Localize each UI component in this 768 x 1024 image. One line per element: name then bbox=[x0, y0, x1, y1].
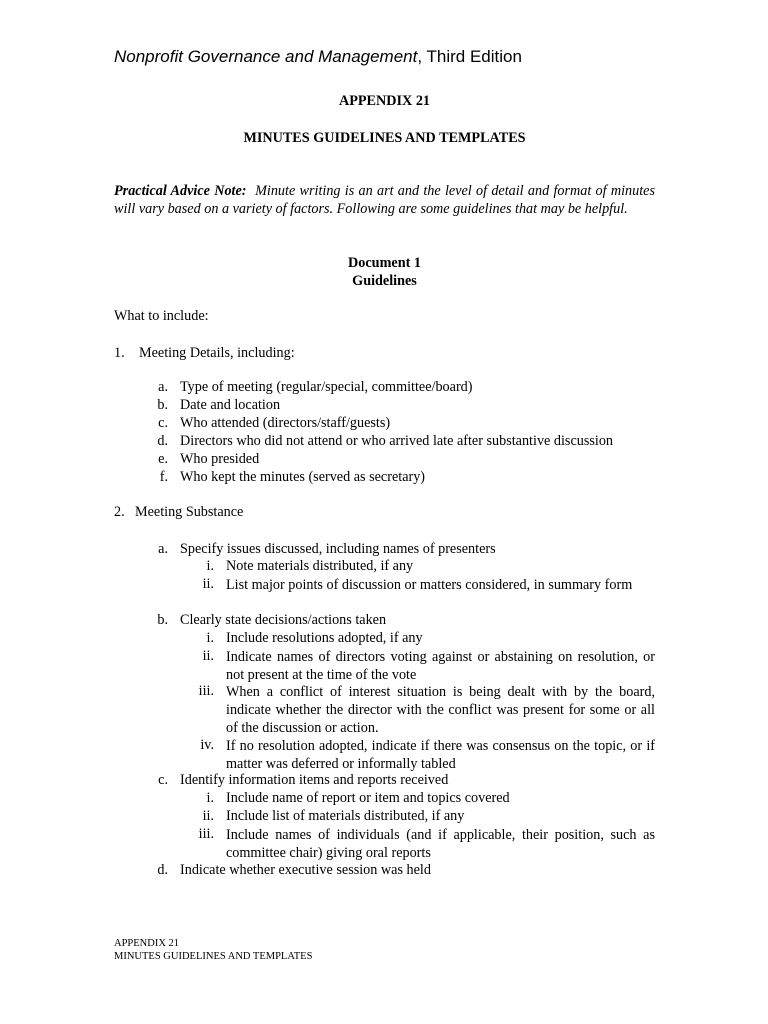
running-header bbox=[114, 47, 522, 67]
list-item: Who presided bbox=[180, 451, 260, 467]
footer-title: MINUTES GUIDELINES AND TEMPLATES bbox=[114, 951, 313, 962]
note-label: Practical Advice Note: bbox=[114, 183, 247, 199]
edition-label: , Third Edition bbox=[417, 47, 522, 66]
list-marker: f. bbox=[159, 469, 168, 485]
sub-marker: iii. bbox=[198, 826, 214, 842]
section-2-marker: 2. bbox=[114, 504, 125, 520]
list-marker: c. bbox=[158, 415, 168, 431]
sub-item: If no resolution adopted, indicate if there was consensus on the topic, or if matter was deferred or informally tabled bbox=[226, 738, 655, 772]
sub-item: Include list of materials distributed, if any bbox=[226, 808, 465, 824]
list-marker: b. bbox=[157, 612, 168, 628]
list-marker: b. bbox=[157, 397, 168, 413]
list-item: Who kept the minutes (served as secretary) bbox=[180, 469, 426, 485]
list-marker: c. bbox=[158, 772, 168, 788]
page-title: MINUTES GUIDELINES AND TEMPLATES bbox=[243, 130, 526, 146]
sub-marker: iii. bbox=[198, 683, 214, 699]
list-item: Identify information items and reports received bbox=[180, 772, 449, 788]
sub-marker: ii. bbox=[202, 576, 214, 592]
list-item: Specify issues discussed, including names of presenters bbox=[180, 541, 496, 557]
running-footer bbox=[114, 937, 312, 963]
list-marker: e. bbox=[158, 451, 168, 467]
section-1-marker: 1. bbox=[114, 345, 125, 361]
list-item: Type of meeting (regular/special, committee/board) bbox=[180, 379, 473, 395]
list-marker: a. bbox=[158, 541, 168, 557]
appendix-number: APPENDIX 21 bbox=[338, 93, 431, 109]
list-marker: d. bbox=[157, 862, 168, 878]
document-subtitle: Guidelines bbox=[352, 273, 417, 289]
list-item: Date and location bbox=[180, 397, 281, 413]
section-1-title: Meeting Details, including: bbox=[139, 345, 295, 361]
footer-appendix: APPENDIX 21 bbox=[114, 938, 180, 949]
sub-marker: i. bbox=[206, 790, 214, 806]
book-title: Nonprofit Governance and Management bbox=[114, 47, 418, 66]
sub-item: List major points of discussion or matters considered, in summary form bbox=[226, 577, 633, 593]
sub-marker: ii. bbox=[202, 808, 214, 824]
list-item: Indicate whether executive session was held bbox=[180, 862, 431, 878]
list-marker: a. bbox=[158, 379, 168, 395]
document-number: Document 1 bbox=[348, 255, 421, 271]
sub-item: Indicate names of directors voting against or abstaining on resolution, or not present at the time of the vote bbox=[226, 649, 655, 683]
list-item: Clearly state decisions/actions taken bbox=[180, 612, 387, 628]
practical-advice-note bbox=[114, 182, 655, 218]
section-2-title: Meeting Substance bbox=[135, 504, 244, 520]
list-marker: d. bbox=[157, 433, 168, 449]
list-item: Directors who did not attend or who arrived late after substantive discussion bbox=[180, 433, 614, 449]
list-item: Who attended (directors/staff/guests) bbox=[180, 415, 391, 431]
note-text: Minute writing is an art and the level of detail and format of minutes will vary based on a variety of factors. Following are some guidelines that may be helpful. bbox=[114, 183, 656, 217]
sub-item: When a conflict of interest situation is being dealt with by the board, indicate whether the director with the conflict was present for some or all of the discussion or action. bbox=[226, 684, 655, 736]
what-to-include-label: What to include: bbox=[114, 308, 209, 324]
sub-marker: ii. bbox=[202, 648, 214, 664]
sub-marker: i. bbox=[206, 630, 214, 646]
sub-item: Note materials distributed, if any bbox=[226, 558, 414, 574]
sub-item: Include resolutions adopted, if any bbox=[226, 630, 423, 646]
sub-marker: iv. bbox=[200, 737, 214, 753]
sub-marker: i. bbox=[206, 558, 214, 574]
sub-item: Include name of report or item and topics covered bbox=[226, 790, 510, 806]
sub-item: Include names of individuals (and if applicable, their position, such as committee chair) giving oral reports bbox=[226, 827, 655, 861]
